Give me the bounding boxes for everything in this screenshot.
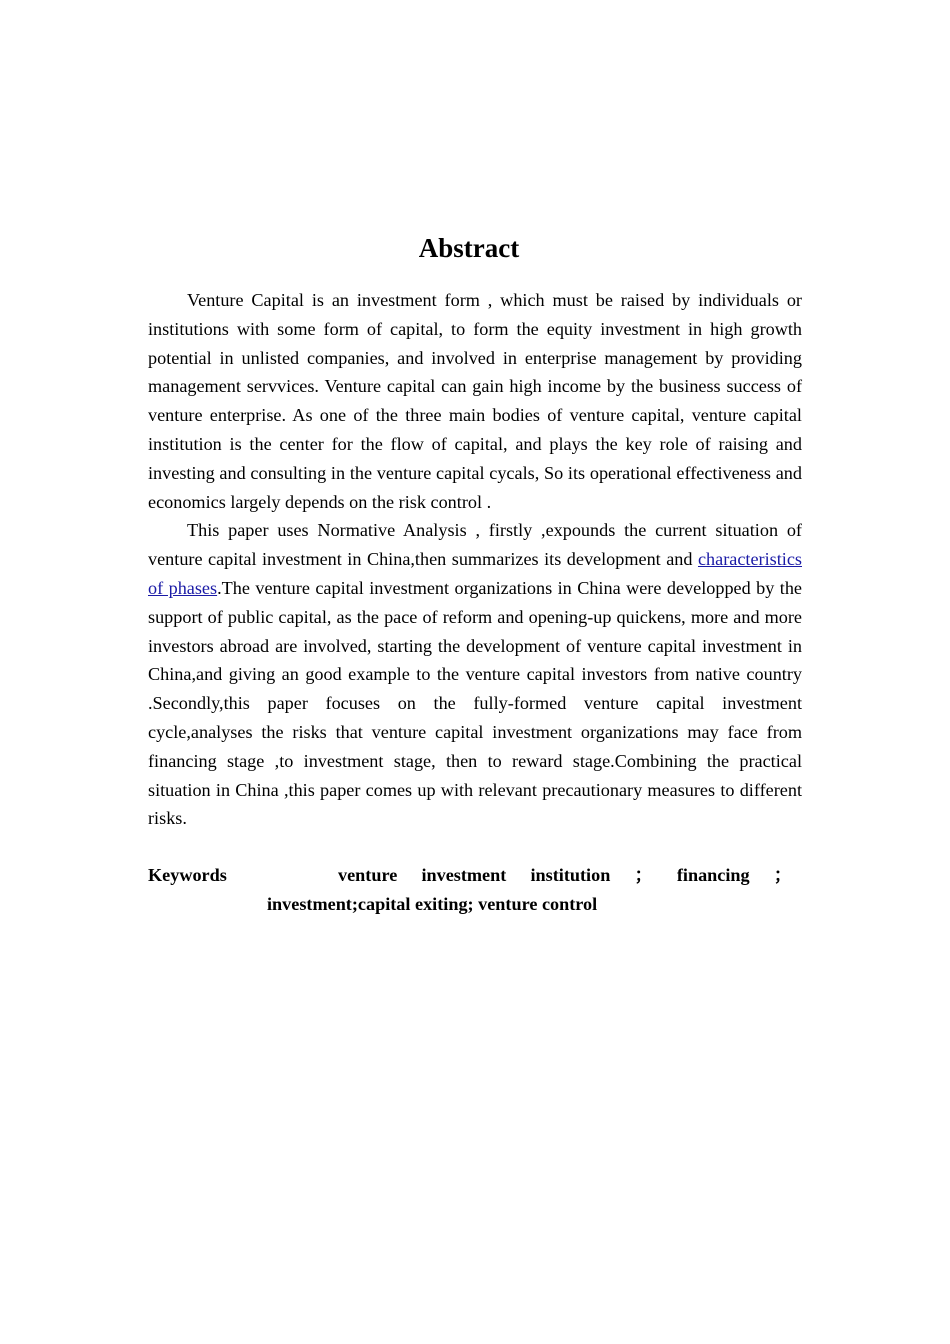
abstract-body [148,286,802,833]
keywords-list [338,861,802,890]
abstract-paragraph-2 [148,516,802,833]
keyword-item: venture [338,865,398,885]
paragraph-2-start: This paper uses Normative Analysis , firstly ,expounds the current situation of venture capital investment in China,then summarizes its development and [148,520,802,570]
keyword-item: institution [530,865,611,885]
keyword-item: financing [676,865,750,885]
keyword-separator: ； [773,865,792,885]
keywords-line-1 [148,861,802,890]
keywords-label: Keywords [148,865,227,885]
keyword-separator: ； [634,865,653,885]
keyword-item: investment [421,865,507,885]
abstract-paragraph-1: Venture Capital is an investment form , which must be raised by individuals or institutions with some form of capital, to form the equity investment in high growth potential in unlisted companies, and involved in enterprise management by providing management servvices. Venture capital can gain high income by the business success of venture enterprise. As one of the three main bodies of venture capital, venture capital institution is the center for the flow of capital, and plays the key role of raising and investing and consulting in the venture capital cycals, So its operational effectiveness and economics largely depends on the risk control . [148,290,802,512]
page-title: Abstract [418,233,520,263]
keywords-line-2: investment;capital exiting; venture control [267,893,598,914]
keywords-section [148,861,802,919]
characteristics-link[interactable]: characteristics of phases [148,549,802,598]
paragraph-2-end: .The venture capital investment organizations in China were developped by the support of public capital, as the pace of reform and opening-up quickens, more and more investors abroad are involved, starting the development of venture capital investment in China,and giving an good example to the venture capital investors from native country .Secondly,this paper focuses on the fully-formed venture capital investment cycle,analyses the risks that venture capital investment organizations may face from financing stage ,to investment stage, then to reward stage.Combining the practical situation in China ,this paper comes up with relevant precautionary measures to different risks. [148,577,802,829]
